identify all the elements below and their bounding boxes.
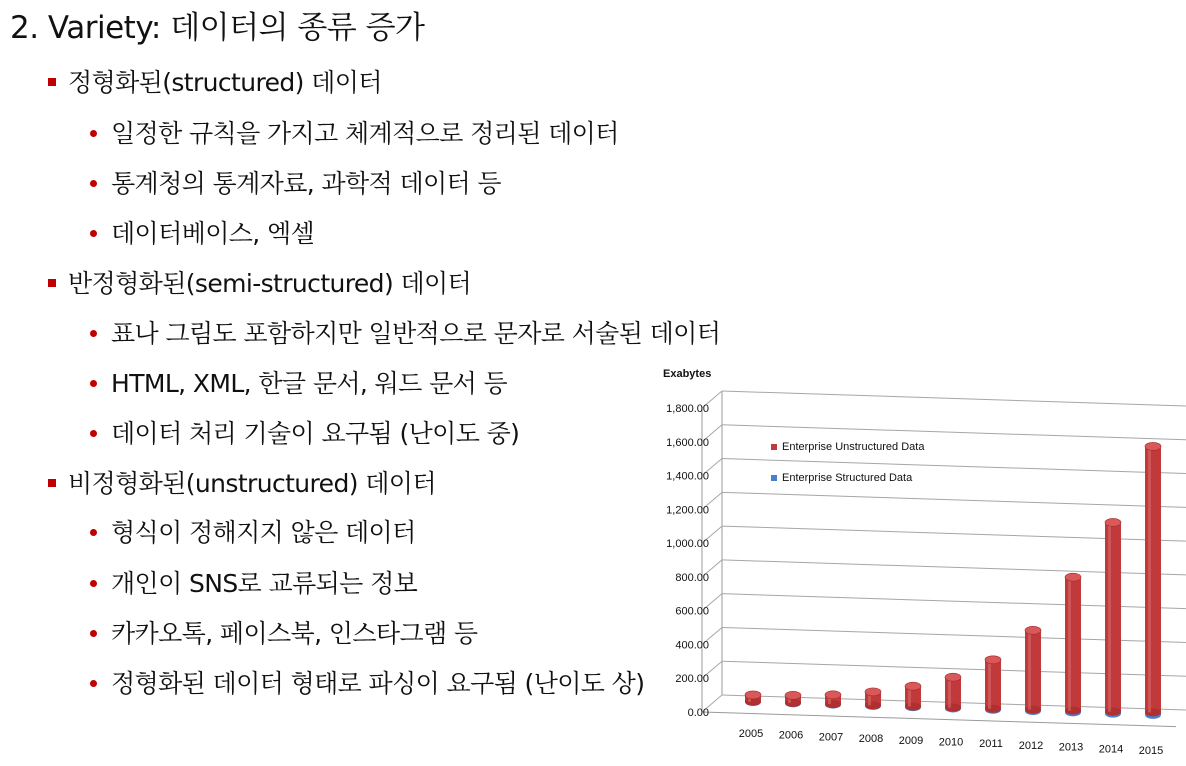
legend-swatch bbox=[771, 444, 777, 450]
bar-unstructured-bottom bbox=[785, 699, 801, 707]
x-tick-label: 2014 bbox=[1098, 743, 1124, 756]
y-tick-label: 1,400.00 bbox=[666, 470, 709, 483]
bar-unstructured-bottom bbox=[1105, 708, 1121, 716]
bar-top-cap bbox=[945, 673, 961, 681]
bar-unstructured-segment bbox=[985, 660, 1001, 709]
bar-top-cap bbox=[825, 691, 841, 699]
list-item-text: 카카오톡, 페이스북, 인스타그램 등 bbox=[111, 619, 478, 648]
list-item-text: 형식이 정해지지 않은 데이터 bbox=[111, 518, 416, 547]
x-tick-label: 2007 bbox=[818, 731, 844, 744]
bar-2015 bbox=[1145, 442, 1161, 719]
list-item-text: HTML, XML, 한글 문서, 워드 문서 등 bbox=[111, 369, 508, 398]
bar-2014 bbox=[1105, 518, 1121, 717]
bar-unstructured-bottom bbox=[1145, 708, 1161, 716]
bar-highlight bbox=[988, 660, 991, 709]
chart-y-tick-labels bbox=[666, 403, 709, 719]
legend-item bbox=[771, 472, 913, 484]
bar-top-cap bbox=[1065, 573, 1081, 581]
bar-2009 bbox=[905, 682, 921, 711]
bar-2008 bbox=[865, 688, 881, 710]
bar-highlight bbox=[1148, 446, 1151, 712]
legend-label: Enterprise Structured Data bbox=[782, 472, 913, 484]
floor-front-edge bbox=[702, 712, 1176, 727]
bar-unstructured-bottom bbox=[1025, 706, 1041, 714]
list-item-text: 일정한 규칙을 가지고 체계적으로 정리된 데이터 bbox=[111, 119, 619, 148]
bar-unstructured-segment bbox=[1145, 446, 1161, 712]
slide-title: 2. Variety: 데이터의 종류 증가 bbox=[10, 10, 425, 46]
y-tick-label: 1,800.00 bbox=[666, 403, 709, 415]
y-tick-label: 600.00 bbox=[675, 605, 709, 618]
list-item-text: 데이터 처리 기술이 요구됨 (난이도 중) bbox=[111, 419, 520, 448]
bar-unstructured-bottom bbox=[945, 704, 961, 712]
gridline bbox=[722, 492, 1186, 507]
x-tick-label: 2015 bbox=[1138, 745, 1164, 757]
bar-top-cap bbox=[1025, 626, 1041, 634]
section-heading: 정형화된(structured) 데이터 bbox=[68, 68, 382, 97]
gridline bbox=[722, 425, 1186, 440]
bar-top-cap bbox=[745, 691, 761, 699]
bar-top-cap bbox=[785, 691, 801, 699]
bar-2005 bbox=[745, 691, 761, 706]
bar-top-cap bbox=[905, 682, 921, 690]
bar-2010 bbox=[945, 673, 961, 712]
bar-unstructured-bottom bbox=[1065, 707, 1081, 715]
bar-top-cap bbox=[865, 688, 881, 696]
bar-2013 bbox=[1065, 573, 1081, 716]
section-heading: 반정형화된(semi-structured) 데이터 bbox=[68, 269, 472, 298]
bar-unstructured-segment bbox=[945, 677, 961, 707]
section-heading: 비정형화된(unstructured) 데이터 bbox=[68, 469, 436, 498]
bar-2011 bbox=[985, 656, 1001, 714]
legend-swatch bbox=[771, 475, 777, 481]
bar-top-cap bbox=[1105, 518, 1121, 526]
bar-highlight bbox=[948, 677, 951, 707]
bar-2012 bbox=[1025, 626, 1041, 715]
x-tick-label: 2010 bbox=[938, 736, 964, 749]
bar-top-cap bbox=[985, 656, 1001, 664]
x-tick-label: 2011 bbox=[979, 738, 1003, 751]
bar-top-cap bbox=[1145, 442, 1161, 450]
x-tick-label: 2009 bbox=[898, 734, 924, 747]
y-tick-label: 200.00 bbox=[675, 673, 709, 686]
x-tick-label: 2013 bbox=[1058, 741, 1084, 754]
bar-2007 bbox=[825, 691, 841, 709]
legend-item bbox=[771, 441, 925, 453]
bar-highlight bbox=[1108, 522, 1111, 711]
bar-unstructured-bottom bbox=[865, 701, 881, 709]
list-item-text: 정형화된 데이터 형태로 파싱이 요구됨 (난이도 상) bbox=[111, 669, 645, 698]
bar-unstructured-bottom bbox=[985, 705, 1001, 713]
y-tick-label: 1,200.00 bbox=[666, 504, 709, 517]
y-tick-label: 1,000.00 bbox=[666, 538, 709, 551]
y-tick-label: 400.00 bbox=[675, 639, 709, 652]
bar-unstructured-segment bbox=[1105, 522, 1121, 711]
bar-highlight bbox=[1068, 577, 1071, 710]
y-tick-label: 1,600.00 bbox=[666, 436, 709, 449]
list-item-text: 통계청의 통계자료, 과학적 데이터 등 bbox=[111, 169, 501, 198]
chart-x-tick-labels bbox=[739, 728, 1163, 757]
bar-unstructured-bottom bbox=[905, 702, 921, 710]
list-item-text: 표나 그림도 포함하지만 일반적으로 문자로 서술된 데이터 bbox=[111, 319, 721, 348]
list-item-text: 개인이 SNS로 교류되는 정보 bbox=[111, 569, 418, 598]
y-axis-label: Exabytes bbox=[663, 368, 712, 380]
x-tick-label: 2012 bbox=[1018, 739, 1044, 752]
x-tick-label: 2005 bbox=[738, 728, 764, 740]
gridline bbox=[722, 391, 1186, 406]
x-tick-label: 2008 bbox=[858, 733, 884, 746]
x-tick-label: 2006 bbox=[778, 729, 804, 742]
bar-highlight bbox=[1028, 630, 1031, 709]
legend-label: Enterprise Unstructured Data bbox=[782, 441, 925, 453]
bar-2006 bbox=[785, 691, 801, 707]
y-tick-label: 0.00 bbox=[687, 707, 709, 719]
bar-unstructured-segment bbox=[1065, 577, 1081, 710]
list-item-text: 데이터베이스, 엑셀 bbox=[111, 219, 315, 248]
bar-unstructured-bottom bbox=[825, 700, 841, 708]
bar-unstructured-segment bbox=[1025, 630, 1041, 709]
y-tick-label: 800.00 bbox=[675, 571, 709, 584]
